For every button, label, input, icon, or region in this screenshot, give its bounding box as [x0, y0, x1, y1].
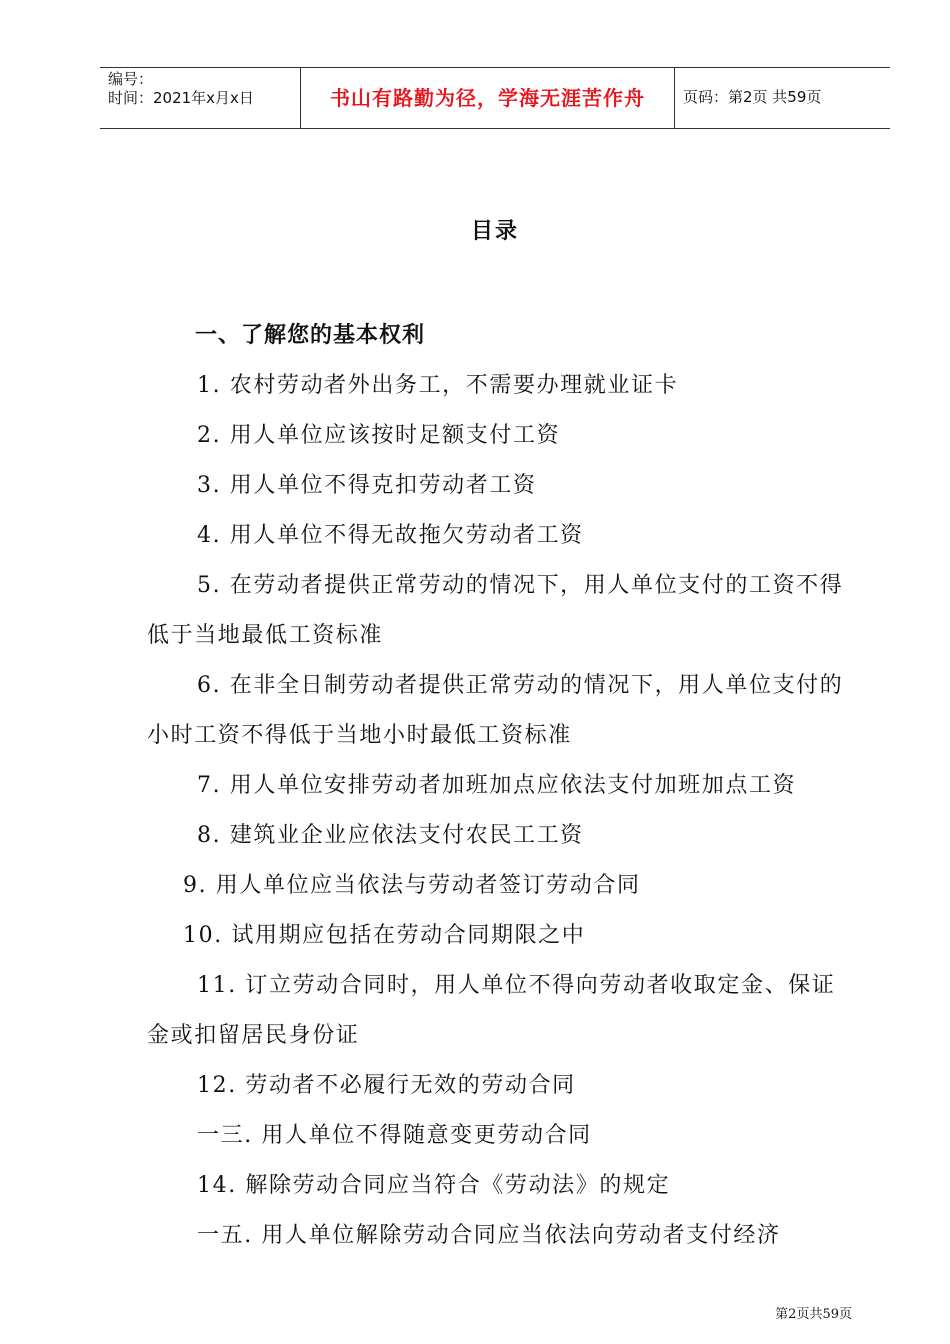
- toc-item: 12. 劳动者不必履行无效的劳动合同: [197, 1073, 576, 1098]
- toc-item: 3. 用人单位不得克扣劳动者工资: [197, 473, 537, 498]
- header-number-label: 编号：: [108, 70, 154, 88]
- toc-content: [147, 311, 857, 1261]
- header-page-info: 页码：第2页 共59页: [683, 87, 822, 106]
- toc-item: 5. 在劳动者提供正常劳动的情况下，用人单位支付的工资不得低于当地最低工资标准: [147, 573, 844, 648]
- toc-item: 6. 在非全日制劳动者提供正常劳动的情况下，用人单位支付的小时工资不得低于当地小时最低工资标准: [147, 673, 844, 748]
- section-heading: 一、了解您的基本权利: [195, 323, 426, 348]
- toc-item: 一三. 用人单位不得随意变更劳动合同: [197, 1123, 592, 1148]
- toc-item: 7. 用人单位安排劳动者加班加点应依法支付加班加点工资: [197, 773, 797, 798]
- toc-item: 10. 试用期应包括在劳动合同期限之中: [183, 923, 586, 948]
- header-motto: 书山有路勤为径，学海无涯苦作舟: [301, 68, 675, 128]
- toc-item: 1. 农村劳动者外出务工，不需要办理就业证卡: [197, 373, 679, 398]
- toc-item: 11. 订立劳动合同时，用人单位不得向劳动者收取定金、保证金或扣留居民身份证: [147, 973, 836, 1048]
- header-time-label: 时间：2021年x月x日: [108, 89, 254, 107]
- toc-item: 4. 用人单位不得无故拖欠劳动者工资: [197, 523, 584, 548]
- toc-item: 2. 用人单位应该按时足额支付工资: [197, 423, 561, 448]
- toc-item: 9. 用人单位应当依法与劳动者签订劳动合同: [183, 873, 641, 898]
- page-footer: 第2页共59页: [775, 1307, 852, 1322]
- toc-item: 14. 解除劳动合同应当符合《劳动法》的规定: [197, 1173, 671, 1198]
- header-meta: [100, 68, 301, 128]
- toc-item: 8. 建筑业企业应依法支付农民工工资: [197, 823, 584, 848]
- toc-item: 一五. 用人单位解除劳动合同应当依法向劳动者支付经济: [197, 1223, 781, 1248]
- document-title: 目录: [470, 219, 519, 244]
- page-header: [100, 67, 890, 129]
